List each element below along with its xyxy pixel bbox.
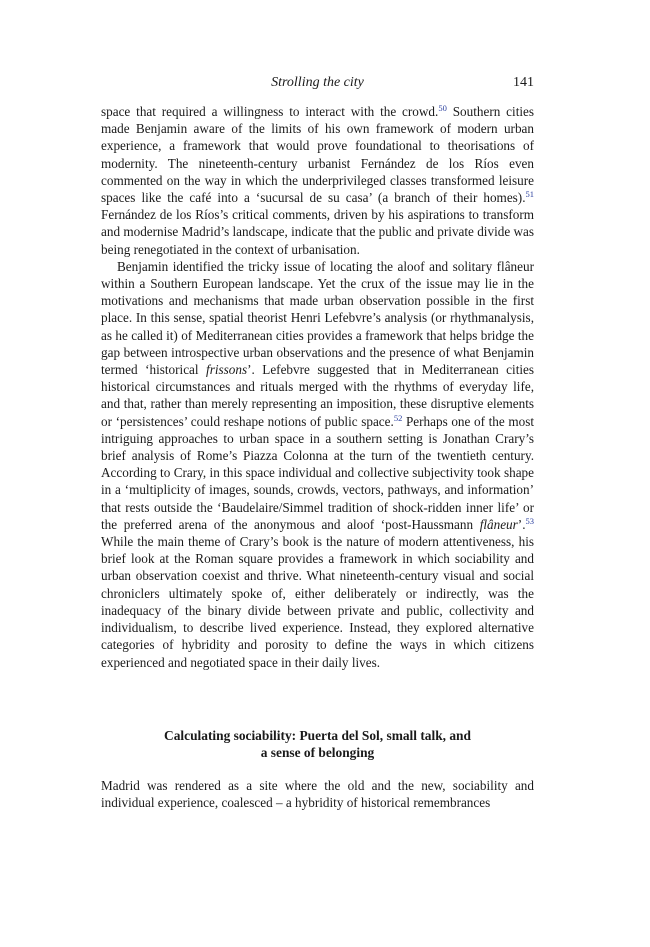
italic-term-flaneur: flâneur [479, 516, 518, 532]
footnote-ref-52[interactable]: 52 [393, 412, 403, 423]
body-text [101, 103, 534, 671]
running-title: Strolling the city [271, 75, 364, 90]
closing-text [101, 777, 534, 811]
footnote-ref-53[interactable]: 53 [525, 515, 534, 526]
text-run: space that required a willingness to interact with the crowd. [101, 104, 439, 119]
paragraph-2 [101, 258, 534, 671]
text-run: Southern cities made Benjamin aware of the limits of his own framework of modern urban experience, a framework that would prove foundational to theorisations of modernity. The nineteenth-century urbanist Fernández de los Ríos even commented on the way in which the underprivileged classes transformed leisure spaces like the café into a ‘sucursal de su casa’ (a branch of their homes). [101, 104, 535, 206]
text-run: While the main theme of Crary’s book is the nature of modern attentiveness, his brief look at the Roman square provides a framework in which sociability and urban observation coexist and thrive. What nineteenth-century visual and social chroniclers ultimately spoke of, either deliberately or indirectly, was the inadequacy of the binary divide between private and public, collectivity and individualism, to describe lived experience. Instead, they explored alternative categories of hybridity and porosity to define the ways in which citizens experienced and negotiated space in their daily lives. [101, 534, 534, 670]
paragraph-1 [101, 103, 534, 258]
section-heading-line-1: Calculating sociability: Puerta del Sol, small talk, and [164, 728, 471, 743]
text-run: Fernández de los Ríos’s critical comments, driven by his aspirations to transform and modernise Madrid’s landscape, indicate that the public and private divide was being renegotiated in the context of urbanisation. [101, 207, 534, 257]
text-run: Benjamin identified the tricky issue of locating the aloof and solitary flâneur within a Southern European landscape. Yet the crux of the issue may lie in the motivations and mechanisms that made urban observation possible in the first place. In this sense, spatial theorist Henri Lefebvre’s analysis (or rhythmanalysis, as he called it) of Mediterranean cities provides a framework that helps bridge the gap between introspective urban observations and the presence of what Benjamin termed ‘historical [101, 258, 534, 378]
section-heading [101, 727, 534, 761]
footnote-ref-51[interactable]: 51 [525, 189, 534, 200]
footnote-ref-50[interactable]: 50 [438, 103, 447, 113]
text-run: Perhaps one of the most intriguing approaches to urban space in a southern setting is Jonathan Crary’s brief analysis of Rome’s Piazza Colonna at the turn of the twentieth century. According to Crary, in this space individual and collective subjectivity took shape in a ‘multiplicity of images, sounds, crowds, vectors, pathways, and information’ that rests outside the ‘Baudelaire/Simmel tradition of shock-ridden inner life’ or the preferred arena of the anonymous and aloof ‘post-Haussmann [101, 413, 534, 532]
section-heading-line-2: a sense of belonging [260, 745, 375, 760]
running-head [101, 74, 534, 92]
page-number: 141 [513, 75, 534, 90]
text-run: ’. [517, 516, 526, 532]
italic-term-frissons: frissons [206, 362, 248, 378]
paragraph-3: Madrid was rendered as a site where the old and the new, sociability and individual experience, coalesced – a hybridity of historical remembrances [101, 778, 534, 811]
text-run: ’. Lefebvre suggested that in Mediterranean cities historical circumstances and rituals merged with the rhythms of everyday life, and that, rather than merely representing an imposition, these disruptive elements or ‘persistences’ could reshape notions of public space. [101, 362, 535, 429]
